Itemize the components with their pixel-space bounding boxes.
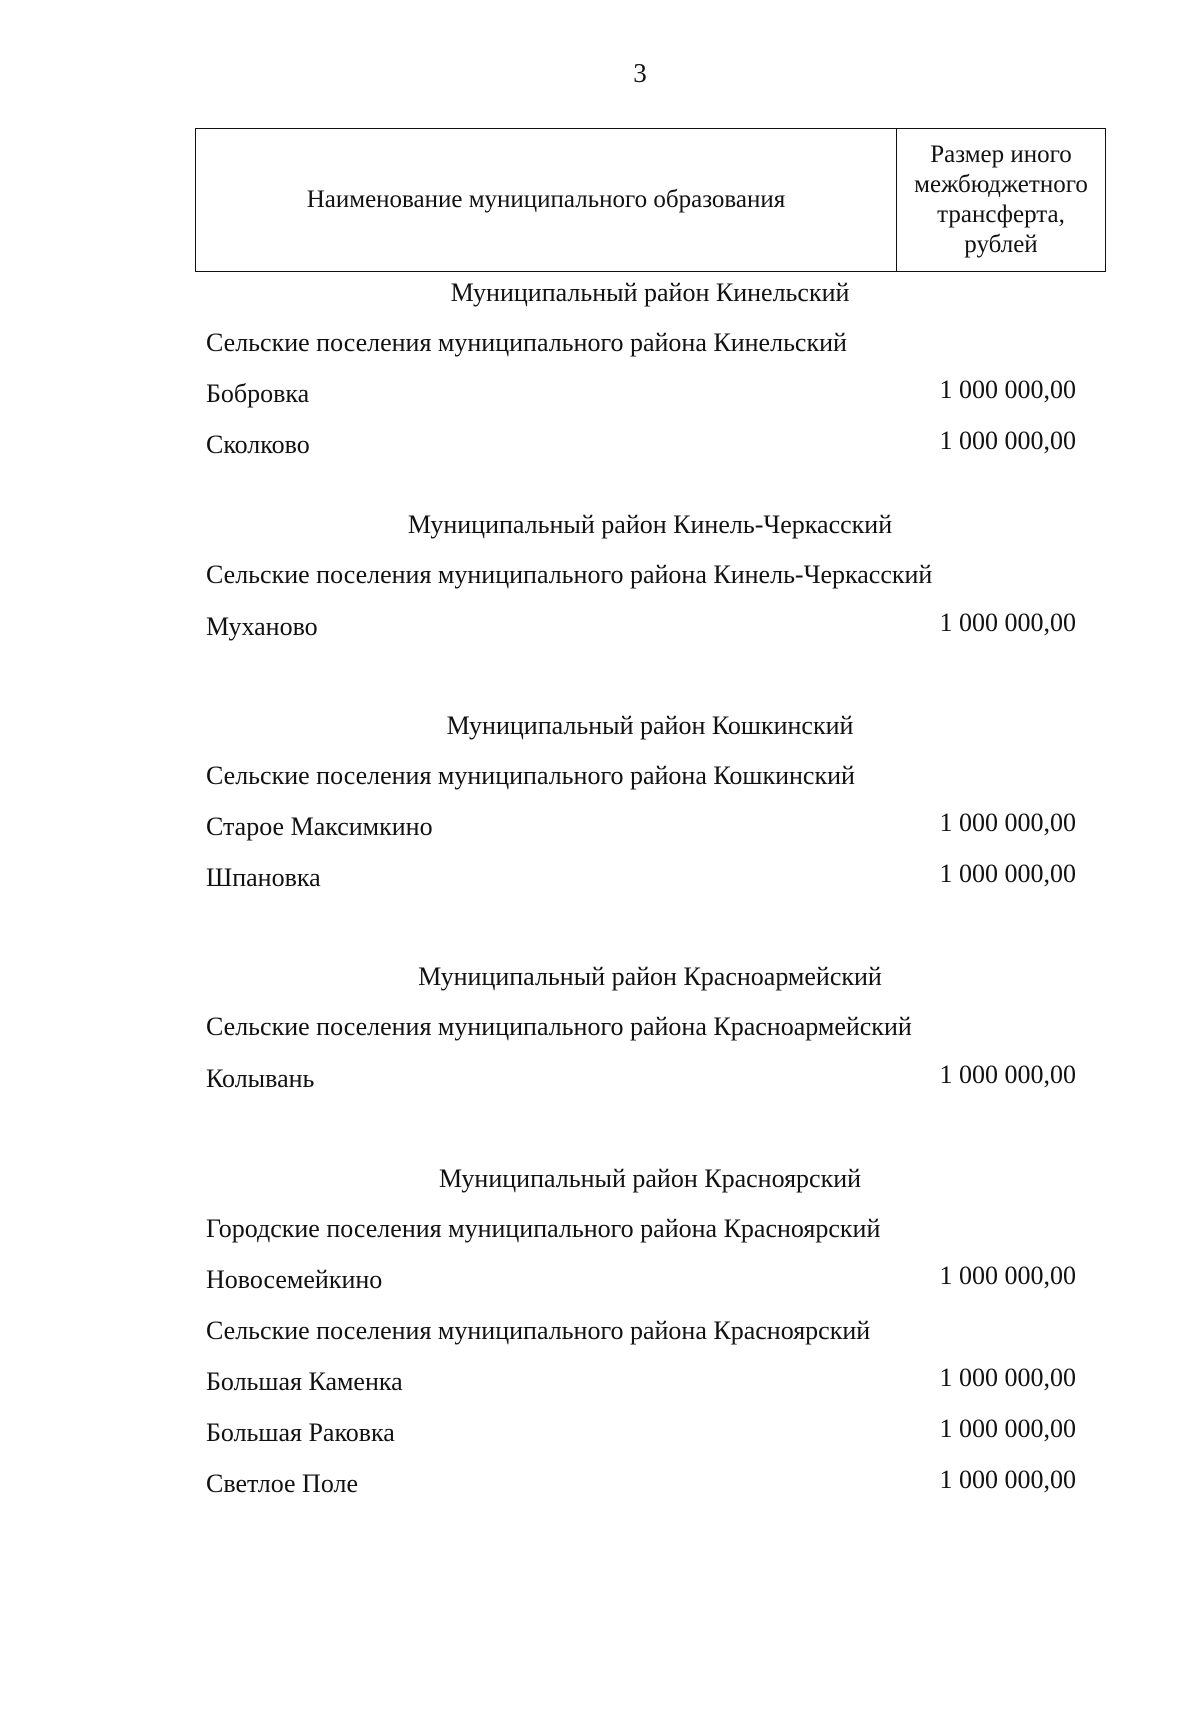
table-row	[206, 608, 1076, 642]
table-header	[195, 128, 1106, 272]
table-row	[206, 1363, 1076, 1397]
settlement-group-heading: Городские поселения муниципального района Красноярский	[206, 1214, 881, 1243]
transfer-amount: 1 000 000,00	[939, 1465, 1076, 1494]
transfer-amount: 1 000 000,00	[939, 808, 1076, 837]
district-heading: Муниципальный район Красноярский	[438, 1164, 862, 1193]
table-row	[206, 1414, 1076, 1448]
table-row	[206, 375, 1076, 409]
settlement-group-heading: Сельские поселения муниципального района Красноярский	[206, 1316, 871, 1345]
settlement-name: Колывань	[206, 1064, 315, 1093]
transfer-amount: 1 000 000,00	[939, 1363, 1076, 1392]
settlement-name: Большая Каменка	[206, 1367, 403, 1396]
settlement-group-heading: Сельские поселения муниципального района Кинель-Черкасский	[206, 560, 933, 589]
table-row	[206, 808, 1076, 842]
header-amount-line: межбюджетного	[914, 171, 1088, 198]
transfer-amount: 1 000 000,00	[939, 608, 1076, 637]
district-heading: Муниципальный район Красноармейский	[418, 962, 882, 991]
settlement-name: Шпановка	[206, 863, 321, 892]
settlement-name: Муханово	[206, 612, 318, 641]
header-amount-line: рублей	[964, 231, 1038, 258]
district-heading: Муниципальный район Кошкинский	[446, 711, 854, 740]
transfer-amount: 1 000 000,00	[939, 426, 1076, 455]
transfer-amount: 1 000 000,00	[939, 1261, 1076, 1290]
header-amount-column	[897, 129, 1106, 272]
table-row	[206, 426, 1076, 460]
settlement-name: Старое Максимкино	[206, 812, 433, 841]
settlement-group-heading: Сельские поселения муниципального района Кинельский	[206, 328, 847, 357]
settlement-name: Бобровка	[206, 379, 310, 408]
table-row	[206, 1060, 1076, 1094]
transfer-amount: 1 000 000,00	[939, 1414, 1076, 1443]
settlement-group-heading: Сельские поселения муниципального района Кошкинский	[206, 761, 855, 790]
table-row	[206, 1465, 1076, 1499]
settlement-name: Новосемейкино	[206, 1265, 383, 1294]
settlement-name: Большая Раковка	[206, 1418, 395, 1447]
table-row	[206, 1261, 1076, 1295]
transfer-amount: 1 000 000,00	[939, 859, 1076, 888]
settlement-name: Сколково	[206, 430, 310, 459]
settlement-group-heading: Сельские поселения муниципального района Красноармейский	[206, 1012, 912, 1041]
transfer-amount: 1 000 000,00	[939, 375, 1076, 404]
table-row	[206, 859, 1076, 893]
header-amount-line: Размер иного	[930, 141, 1072, 168]
settlement-name: Светлое Поле	[206, 1469, 359, 1498]
header-amount-line: трансферта,	[937, 201, 1065, 228]
transfer-amount: 1 000 000,00	[939, 1060, 1076, 1089]
district-heading: Муниципальный район Кинельский	[450, 278, 850, 307]
page-number: 3	[633, 58, 647, 88]
district-heading: Муниципальный район Кинель-Черкасский	[407, 510, 893, 539]
header-name-column: Наименование муниципального образования	[196, 129, 897, 272]
